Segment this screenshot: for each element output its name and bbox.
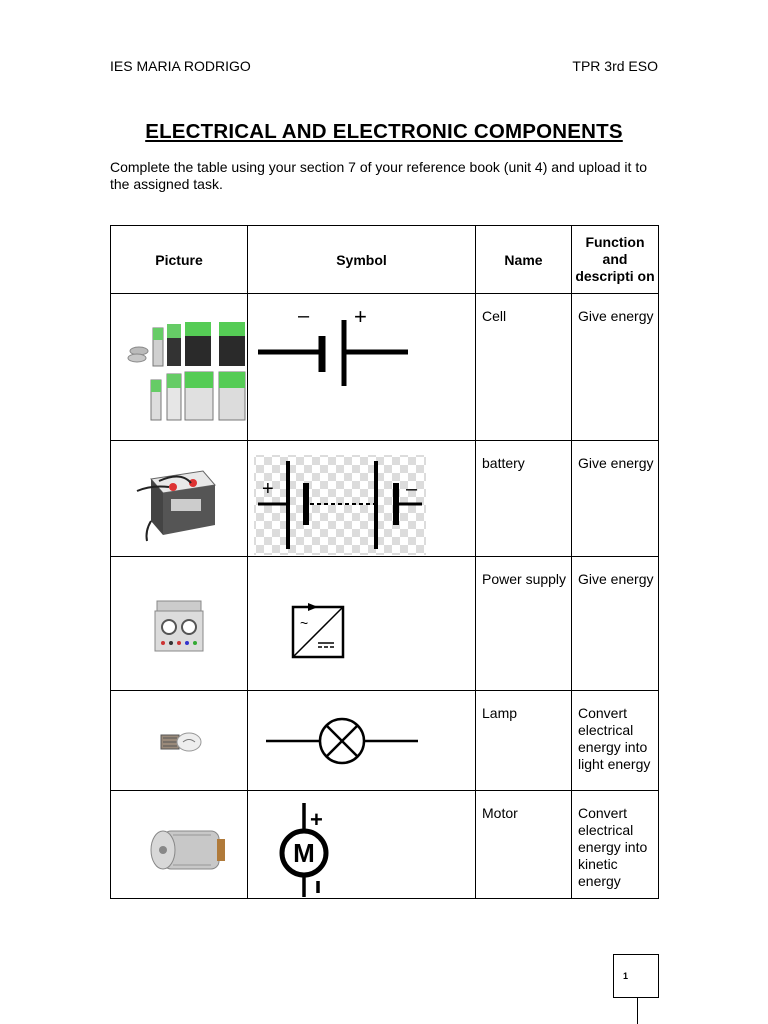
cells-batteries-photo-icon: [111, 294, 248, 441]
symbol-sign: +: [310, 807, 323, 832]
component-function: Give energy: [572, 441, 659, 557]
symbol-sign: –: [406, 478, 418, 500]
header-school: IES MARIA RODRIGO: [110, 58, 251, 74]
header-picture: Picture: [111, 226, 248, 294]
page-title: ELECTRICAL AND ELECTRONIC COMPONENTS: [145, 120, 623, 143]
lamp-symbol-icon: [248, 691, 476, 791]
dc-motor-photo-icon: [111, 791, 248, 899]
component-name: Power supply: [476, 557, 572, 691]
component-function: Give energy: [572, 557, 659, 691]
component-name: Lamp: [476, 691, 572, 791]
intro-text: Complete the table using your section 7 of your reference book (unit 4) and upload it to the assigned task.: [110, 159, 647, 192]
page-number: 1: [623, 971, 629, 981]
component-function: Convert electrical energy into kinetic energy: [572, 791, 659, 899]
page-number-line: [637, 997, 638, 1024]
header-symbol: Symbol: [248, 226, 476, 294]
header-function: Function and descripti on: [572, 226, 659, 294]
cell-symbol-icon: [248, 294, 476, 441]
header-name: Name: [476, 226, 572, 294]
table-row: [111, 557, 659, 691]
page-number-box: [613, 954, 659, 998]
power-supply-symbol-icon: [248, 557, 476, 691]
power-supply-photo-icon: [111, 557, 248, 691]
symbol-sign: –: [298, 305, 310, 327]
component-name: Cell: [476, 294, 572, 441]
table-row: [111, 441, 659, 557]
component-name: battery: [476, 441, 572, 557]
symbol-sign: ~: [300, 615, 309, 631]
bulb-photo-icon: [111, 691, 248, 791]
component-name: Motor: [476, 791, 572, 899]
table-row: [111, 791, 659, 899]
table-header-row: [111, 226, 659, 294]
car-battery-photo-icon: [111, 441, 248, 557]
motor-symbol-icon: [248, 791, 476, 899]
header-course: TPR 3rd ESO: [572, 58, 658, 74]
component-function: Give energy: [572, 294, 659, 441]
symbol-sign: +: [262, 478, 274, 500]
components-table: [110, 225, 659, 899]
symbol-sign: M: [293, 838, 315, 868]
battery-symbol-icon: [248, 441, 476, 557]
table-row: [111, 294, 659, 441]
component-function: Convert electrical energy into light energy: [572, 691, 659, 791]
symbol-sign: +: [354, 304, 367, 329]
table-row: [111, 691, 659, 791]
